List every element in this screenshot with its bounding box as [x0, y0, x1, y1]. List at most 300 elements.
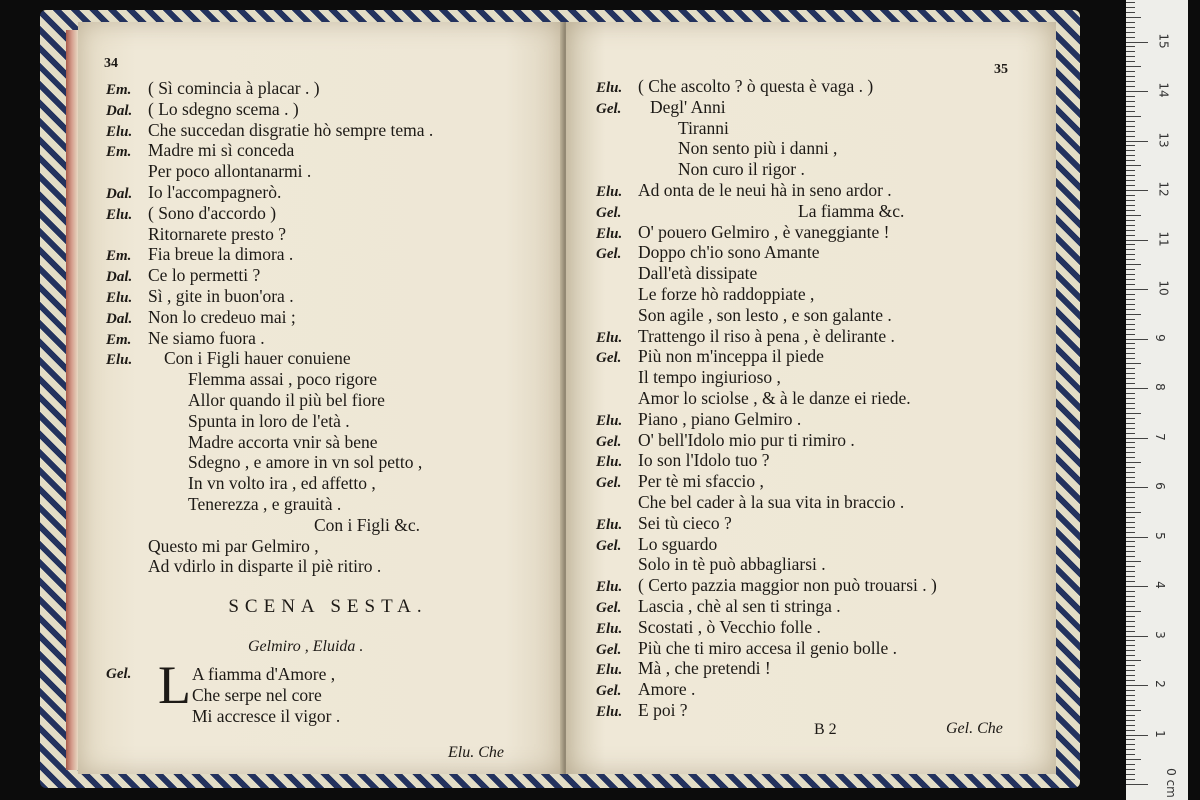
speaker-label: Elu.: [596, 225, 623, 242]
ruler-tick: [1126, 205, 1135, 206]
line-text: Lo sguardo: [638, 533, 718, 554]
ruler-tick: [1126, 160, 1135, 161]
text-line: [596, 617, 1046, 638]
ruler-number: 14: [1156, 82, 1171, 98]
ruler-tick: [1126, 51, 1135, 52]
line-text: Trattengo il riso à pena , è delirante .: [638, 325, 895, 346]
line-text: ( Sono d'accordo ): [148, 202, 277, 223]
ruler-tick: [1126, 2, 1135, 3]
ruler-tick: [1126, 779, 1135, 780]
ruler-tick: [1126, 413, 1141, 414]
line-text: La fiamma &c.: [798, 200, 905, 221]
text-line: [596, 180, 1046, 201]
ruler-tick: [1126, 606, 1135, 607]
ruler-tick: [1126, 66, 1141, 67]
ruler-tick: [1126, 7, 1135, 8]
ruler-tick: [1126, 556, 1135, 557]
verse-lines: [192, 664, 340, 726]
ruler-tick: [1126, 626, 1135, 627]
text-line: [596, 638, 1046, 659]
character-list: Gelmiro , Eluida .: [248, 638, 364, 655]
line-text: Ad vdirlo in disparte il piè ritiro .: [148, 556, 382, 577]
ruler-number: 4: [1152, 581, 1167, 589]
text-line: [596, 700, 1046, 721]
speaker-label: Elu.: [106, 289, 133, 306]
ruler-tick: [1126, 61, 1135, 62]
line-text: Io l'accompagnerò.: [148, 181, 282, 202]
line-text: Doppo ch'io sono Amante: [638, 242, 820, 263]
text-line: [106, 203, 556, 224]
ruler-tick: [1126, 675, 1135, 676]
text-line: [106, 161, 556, 182]
ruler-number: 9: [1152, 333, 1167, 342]
ruler-tick: [1126, 482, 1135, 483]
ruler-tick: [1126, 561, 1141, 562]
speaker-label: Elu.: [596, 516, 623, 533]
line-text: Con i Figli &c.: [314, 514, 420, 535]
ruler-tick: [1126, 220, 1135, 221]
ruler-number: 13: [1156, 131, 1171, 148]
line-text: Per tè mi sfaccio ,: [638, 471, 764, 492]
text-line: [106, 182, 556, 203]
ruler-tick: [1126, 309, 1135, 310]
ruler-tick: [1126, 467, 1135, 468]
text-line: [596, 596, 1046, 617]
ruler-tick: [1126, 502, 1135, 503]
text-line: [596, 242, 1046, 263]
ruler-tick: [1126, 225, 1135, 226]
text-line: [106, 307, 556, 328]
ruler-tick: [1126, 259, 1135, 260]
line-text: Ad onta de le neui hà in seno ardor .: [638, 179, 892, 200]
line-text: Sì , gite in buon'ora .: [148, 285, 294, 306]
line-text: Lascia , chè al sen ti stringa .: [638, 595, 841, 616]
line-text: Piano , piano Gelmiro .: [638, 408, 802, 429]
line-text: Ne siamo fuora .: [148, 327, 265, 348]
ruler-tick: [1126, 200, 1135, 201]
line-text: ( Sì comincia à placar . ): [148, 78, 320, 98]
ruler-tick: [1126, 418, 1135, 419]
line-text: Questo mi par Gelmiro ,: [148, 535, 319, 556]
speaker-label: Gel.: [596, 537, 622, 554]
line-text: Che succedan disgratie hò sempre tema .: [148, 119, 434, 140]
line-text: Non curo il rigor .: [678, 159, 805, 180]
ruler-tick: [1126, 210, 1135, 211]
text-line: [596, 471, 1046, 492]
text-line: [106, 473, 556, 494]
ruler-tick: [1126, 680, 1135, 681]
ruler-tick: [1126, 566, 1135, 567]
ruler-tick: [1126, 319, 1135, 320]
ruler-tick: [1126, 551, 1135, 552]
ruler-tick: [1126, 190, 1148, 191]
speaker-label: Dal.: [106, 310, 133, 327]
verse-line: Che serpe nel core: [192, 684, 322, 705]
ruler-tick: [1126, 195, 1135, 196]
ruler-tick: [1126, 37, 1135, 38]
text-line: [596, 658, 1046, 679]
line-text: Mà , che pretendi !: [638, 658, 771, 679]
ruler-tick: [1126, 42, 1148, 43]
ruler-tick: [1126, 423, 1135, 424]
ruler-tick: [1126, 101, 1135, 102]
line-text: Madre accorta vnir sà bene: [188, 431, 378, 452]
ruler-tick: [1126, 769, 1135, 770]
ruler-tick: [1126, 705, 1135, 706]
text-line: [106, 120, 556, 141]
line-text: Più non m'inceppa il piede: [638, 346, 824, 367]
text-line: [596, 534, 1046, 555]
ruler-tick: [1126, 670, 1135, 671]
ruler-tick: [1126, 185, 1135, 186]
text-line: [106, 369, 556, 390]
ruler-tick: [1126, 735, 1148, 736]
ruler-tick: [1126, 121, 1135, 122]
ruler-tick: [1126, 428, 1135, 429]
text-line: [106, 390, 556, 411]
ruler-tick: [1126, 472, 1135, 473]
line-text: Non lo credeuo mai ;: [148, 306, 296, 327]
ruler-tick: [1126, 591, 1135, 592]
line-text: Non sento più i danni ,: [678, 138, 838, 159]
ruler-number: 15: [1156, 32, 1171, 49]
ruler-number: 1: [1152, 729, 1167, 738]
ruler-number: 8: [1152, 383, 1167, 391]
page-edge: [66, 30, 78, 770]
line-text: Tenerezza , e grauità .: [188, 493, 342, 514]
speaker-label: Gel.: [596, 246, 622, 263]
ruler-tick: [1126, 244, 1135, 245]
ruler-tick: [1126, 136, 1135, 137]
right-page-text: [596, 76, 1046, 721]
ruler-tick: [1126, 314, 1141, 315]
ruler-tick: [1126, 522, 1135, 523]
ruler-tick: [1126, 477, 1135, 478]
text-line: [596, 513, 1046, 534]
ruler-tick: [1126, 621, 1135, 622]
ruler-tick: [1126, 581, 1135, 582]
line-text: Allor quando il più bel fiore: [188, 389, 385, 410]
ruler-tick: [1126, 601, 1135, 602]
ruler-number: 3: [1152, 630, 1167, 639]
ruler-number: 2: [1152, 680, 1167, 688]
line-text: O' bell'Idolo mio pur ti rimiro .: [638, 429, 855, 450]
speaker-label: Gel.: [596, 100, 622, 117]
ruler-tick: [1126, 655, 1135, 656]
ruler-tick: [1126, 339, 1148, 340]
ruler-tick: [1126, 665, 1135, 666]
ruler-tick: [1126, 175, 1135, 176]
line-text: ( Che ascolto ? ò questa è vaga . ): [638, 76, 874, 96]
ruler-tick: [1126, 487, 1148, 488]
ruler-tick: [1126, 116, 1141, 117]
ruler-tick: [1126, 640, 1135, 641]
speaker-label: Elu.: [596, 412, 623, 429]
speaker-label: Em.: [106, 248, 132, 265]
ruler-tick: [1126, 462, 1141, 463]
text-line: [106, 99, 556, 120]
line-text: Con i Figli hauer conuiene: [164, 348, 351, 369]
text-line: [596, 118, 1046, 139]
text-line: [596, 76, 1046, 97]
speaker-label: Elu.: [596, 183, 623, 200]
line-text: Spunta in loro de l'età .: [188, 410, 350, 431]
catchword: Elu. Che: [448, 744, 504, 761]
ruler-tick: [1126, 56, 1135, 57]
ruler-tick: [1126, 269, 1135, 270]
ruler-tick: [1126, 353, 1135, 354]
ruler-tick: [1126, 537, 1148, 538]
speaker-label: Em.: [106, 144, 132, 161]
ruler-tick: [1126, 96, 1135, 97]
ruler-tick: [1126, 86, 1135, 87]
text-line: [596, 367, 1046, 388]
ruler-tick: [1126, 329, 1135, 330]
ruler-tick: [1126, 660, 1141, 661]
ruler-number: 6: [1152, 482, 1167, 490]
ruler-tick: [1126, 720, 1135, 721]
ruler-tick: [1126, 507, 1135, 508]
ruler-tick: [1126, 215, 1141, 216]
ruler-tick: [1126, 739, 1135, 740]
ruler-tick: [1126, 452, 1135, 453]
speaker-label: Gel.: [596, 433, 622, 450]
text-line: [596, 388, 1046, 409]
text-line: [596, 201, 1046, 222]
ruler-tick: [1126, 541, 1135, 542]
ruler-tick: [1126, 611, 1141, 612]
ruler-tick: [1126, 368, 1135, 369]
ruler-tick: [1126, 230, 1135, 231]
speaker-label: Gel.: [596, 350, 622, 367]
text-line: [596, 138, 1046, 159]
ruler-tick: [1126, 532, 1135, 533]
ruler-tick: [1126, 145, 1135, 146]
text-line: [106, 452, 556, 473]
speaker-label: Em.: [106, 82, 132, 98]
ruler-tick: [1126, 403, 1135, 404]
ruler-tick: [1126, 527, 1135, 528]
ruler-number: 5: [1152, 531, 1167, 540]
line-text: Che bel cader à la sua vita in braccio .: [638, 491, 905, 512]
speaker-label: Gel.: [106, 666, 132, 682]
speaker-label: Elu.: [106, 352, 133, 369]
ruler-tick: [1126, 517, 1135, 518]
text-line: [106, 432, 556, 453]
ruler-tick: [1126, 442, 1135, 443]
ruler-tick: [1126, 324, 1135, 325]
ruler-tick: [1126, 616, 1135, 617]
ruler-tick: [1126, 571, 1135, 572]
ruler-tick: [1126, 408, 1135, 409]
ruler-tick: [1126, 155, 1135, 156]
ruler-tick: [1126, 294, 1135, 295]
text-line: [596, 492, 1046, 513]
ruler-tick: [1126, 71, 1135, 72]
text-line: [106, 328, 556, 349]
text-line: [596, 326, 1046, 347]
text-line: [106, 78, 556, 99]
line-text: Più che ti miro accesa il genio bolle .: [638, 637, 898, 658]
ruler-tick: [1126, 636, 1148, 637]
text-line: [596, 409, 1046, 430]
text-line: [106, 515, 556, 536]
line-text: Ritornarete presto ?: [148, 223, 287, 244]
ruler-tick: [1126, 586, 1148, 587]
ruler-number: 10: [1156, 280, 1171, 296]
ruler-tick: [1126, 46, 1135, 47]
speaker-label: Gel.: [596, 475, 622, 492]
page-number: 35: [994, 62, 1008, 77]
verse-block: [106, 655, 526, 734]
ruler-tick: [1126, 141, 1148, 142]
ruler-tick: [1126, 754, 1135, 755]
ruler-tick: [1126, 27, 1135, 28]
text-line: [596, 159, 1046, 180]
text-line: [106, 140, 556, 161]
ruler-tick: [1126, 334, 1135, 335]
speaker-label: Gel.: [596, 683, 622, 700]
text-line: [106, 348, 556, 369]
drop-cap: L: [158, 655, 191, 715]
ruler-tick: [1126, 759, 1141, 760]
ruler-tick: [1126, 343, 1135, 344]
text-line: [596, 346, 1046, 367]
line-text: E poi ?: [638, 699, 688, 720]
line-text: Amor lo sciolse , & à le danze ei riede.: [638, 387, 911, 408]
signature-mark: B 2: [814, 721, 837, 738]
speaker-label: Elu.: [596, 329, 623, 346]
text-line: [596, 222, 1046, 243]
line-text: Solo in tè può abbagliarsi .: [638, 554, 826, 575]
line-text: Tiranni: [678, 117, 729, 138]
verse-line: A fiamma d'Amore ,: [192, 664, 336, 684]
ruler-tick: [1126, 690, 1135, 691]
speaker-label: Dal.: [106, 185, 133, 202]
scene-heading: SCENA SESTA.: [228, 596, 428, 617]
line-text: Amore .: [638, 679, 696, 700]
line-text: Il tempo ingiurioso ,: [638, 367, 781, 388]
text-line: [106, 244, 556, 265]
speaker-label: Elu.: [106, 206, 133, 223]
ruler-tick: [1126, 284, 1135, 285]
text-line: [596, 97, 1046, 118]
speaker-label: Elu.: [596, 80, 623, 96]
ruler-tick: [1126, 730, 1135, 731]
right-page: [566, 22, 1056, 774]
text-line: [596, 263, 1046, 284]
text-line: [596, 450, 1046, 471]
left-page: [78, 22, 564, 774]
ruler-number: 7: [1152, 432, 1167, 441]
page-number: 34: [104, 56, 118, 71]
text-line: [596, 305, 1046, 326]
text-line: [106, 265, 556, 286]
ruler-tick: [1126, 279, 1135, 280]
measuring-ruler: [1126, 0, 1188, 800]
ruler-tick: [1126, 254, 1135, 255]
text-line: [596, 575, 1046, 596]
ruler-tick: [1126, 274, 1135, 275]
ruler-tick: [1126, 749, 1135, 750]
ruler-tick: [1126, 650, 1135, 651]
text-line: [106, 286, 556, 307]
line-text: Degl' Anni: [650, 96, 726, 117]
ruler-number: 0 cm: [1163, 768, 1178, 798]
ruler-tick: [1126, 695, 1135, 696]
ruler-tick: [1126, 264, 1141, 265]
speaker-label: Gel.: [596, 204, 622, 221]
speaker-label: Gel.: [596, 599, 622, 616]
ruler-tick: [1126, 12, 1135, 13]
ruler-tick: [1126, 106, 1135, 107]
ruler-tick: [1126, 373, 1135, 374]
text-line: [596, 430, 1046, 451]
line-text: Io son l'Idolo tuo ?: [638, 450, 770, 471]
ruler-tick: [1126, 180, 1135, 181]
ruler-tick: [1126, 700, 1135, 701]
ruler-tick: [1126, 111, 1135, 112]
line-text: Ce lo permetti ?: [148, 265, 261, 286]
ruler-tick: [1126, 744, 1135, 745]
ruler-tick: [1126, 576, 1135, 577]
ruler-tick: [1126, 457, 1135, 458]
text-line: [106, 411, 556, 432]
ruler-tick: [1126, 348, 1135, 349]
ruler-tick: [1126, 304, 1135, 305]
ruler-tick: [1126, 249, 1135, 250]
text-line: [106, 224, 556, 245]
ruler-tick: [1126, 165, 1141, 166]
ruler-tick: [1126, 289, 1148, 290]
ruler-tick: [1126, 91, 1148, 92]
ruler-tick: [1126, 398, 1135, 399]
ruler-tick: [1126, 81, 1135, 82]
ruler-tick: [1126, 299, 1135, 300]
ruler-tick: [1126, 497, 1135, 498]
ruler-tick: [1126, 388, 1148, 389]
line-text: Per poco allontanarmi .: [148, 161, 312, 182]
ruler-tick: [1126, 240, 1148, 241]
speaker-label: Em.: [106, 331, 132, 348]
ruler-tick: [1126, 363, 1141, 364]
line-text: ( Lo sdegno scema . ): [148, 98, 299, 119]
line-text: Madre mi sì conceda: [148, 140, 295, 161]
ruler-tick: [1126, 685, 1148, 686]
text-line: [596, 679, 1046, 700]
text-line: [106, 494, 556, 515]
line-text: ( Certo pazzia maggior non può trouarsi . ): [638, 575, 937, 596]
ruler-tick: [1126, 235, 1135, 236]
line-text: Le forze hò raddoppiate ,: [638, 283, 815, 304]
line-text: Sei tù cieco ?: [638, 512, 732, 533]
ruler-tick: [1126, 433, 1135, 434]
line-text: Sdegno , e amore in vn sol petto ,: [188, 452, 423, 473]
ruler-tick: [1126, 764, 1135, 765]
ruler-tick: [1126, 393, 1135, 394]
ruler-tick: [1126, 126, 1135, 127]
ruler-number: 11: [1156, 230, 1171, 247]
ruler-tick: [1126, 17, 1141, 18]
ruler-tick: [1126, 170, 1135, 171]
text-line: [596, 284, 1046, 305]
ruler-tick: [1126, 784, 1148, 785]
ruler-tick: [1126, 438, 1148, 439]
ruler-tick: [1126, 378, 1135, 379]
line-text: Scostati , ò Vecchio folle .: [638, 616, 821, 637]
catchword: Gel. Che: [946, 720, 1003, 737]
ruler-tick: [1126, 22, 1135, 23]
